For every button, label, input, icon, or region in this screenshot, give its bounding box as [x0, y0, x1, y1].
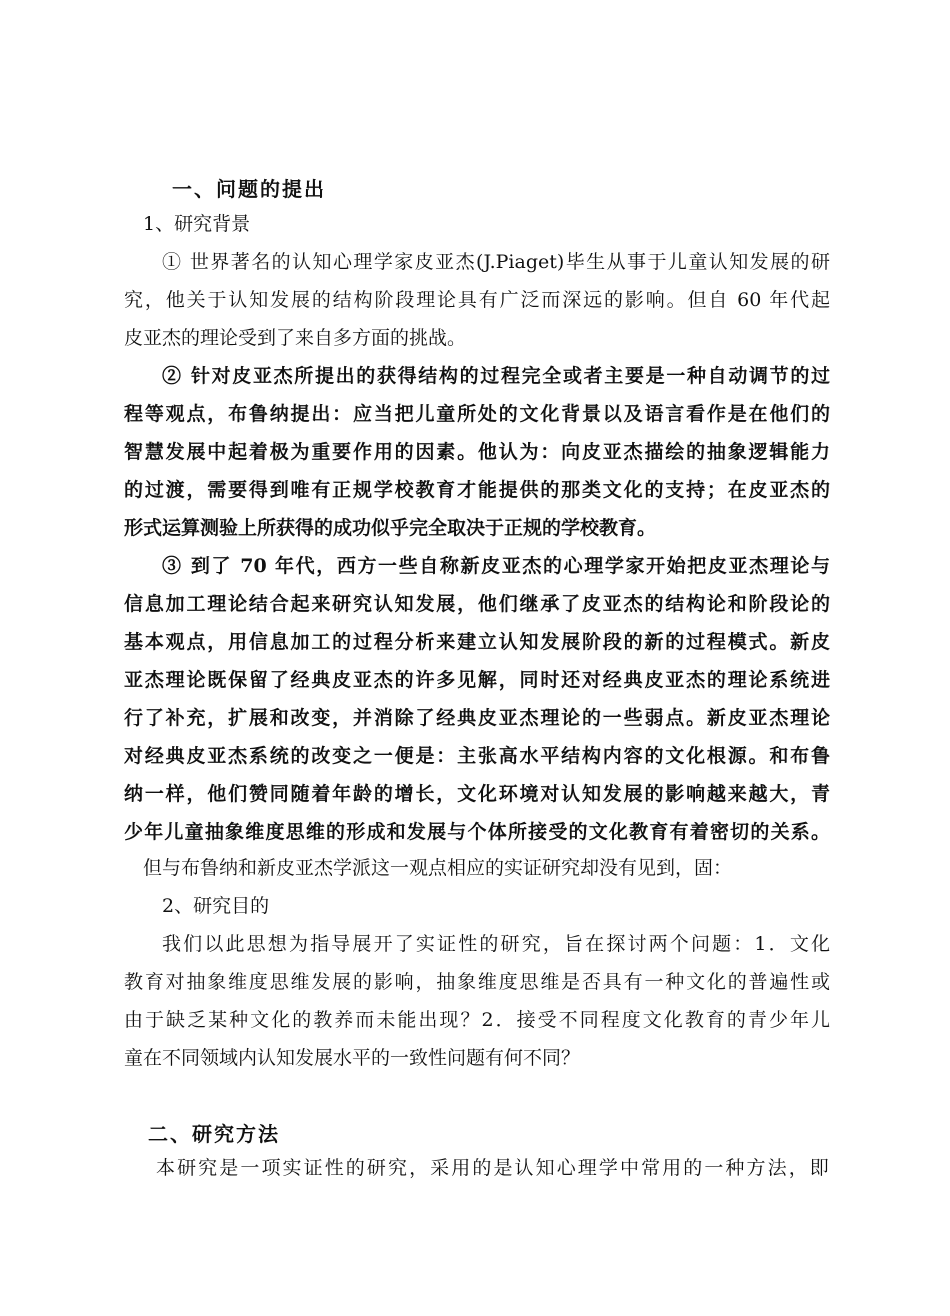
paragraph-1-line-3: 皮亚杰的理论受到了来自多方面的挑战。 [124, 327, 467, 349]
paragraph-3-line-2: 信息加工理论结合起来研究认知发展，他们继承了皮亚杰的结构论和阶段论的 [124, 593, 830, 615]
section-2-paragraph-1: 本研究是一项实证性的研究，采用的是认知心理学中常用的一种方法，即 [156, 1157, 830, 1179]
paragraph-3-line-5: 行了补充，扩展和改变，并消除了经典皮亚杰理论的一些弱点。新皮亚杰理论 [124, 707, 830, 729]
paragraph-3-line-7: 纳一样，他们赞同随着年龄的增长，文化环境对认知发展的影响越来越大，青 [124, 783, 830, 805]
subheading-research-background: 1、研究背景 [143, 213, 251, 235]
paragraph-4: 但与布鲁纳和新皮亚杰学派这一观点相应的实证研究却没有见到，固： [143, 857, 733, 879]
paragraph-5-line-3: 由于缺乏某种文化的教养而未能出现？2．接受不同程度文化教育的青少年儿 [124, 1009, 830, 1031]
paragraph-5-line-1: 我们以此思想为指导展开了实证性的研究，旨在探讨两个问题：1．文化 [162, 933, 830, 955]
subheading-research-purpose: 2、研究目的 [162, 895, 270, 917]
paragraph-5-line-4: 童在不同领域内认知发展水平的一致性问题有何不同？ [124, 1047, 581, 1069]
paragraph-1-line-2: 究，他关于认知发展的结构阶段理论具有广泛而深远的影响。但自 60 年代起 [124, 289, 830, 311]
paragraph-2-line-3: 智慧发展中起着极为重要作用的因素。他认为：向皮亚杰描绘的抽象逻辑能力 [124, 441, 830, 463]
paragraph-2-line-4: 的过渡，需要得到唯有正规学校教育才能提供的那类文化的支持；在皮亚杰的 [124, 479, 830, 501]
section-heading-1: 一、问题的提出 [172, 177, 326, 201]
paragraph-1-line-1: ① 世界著名的认知心理学家皮亚杰(J.Piaget)毕生从事于儿童认知发展的研 [162, 251, 830, 273]
paragraph-5-line-2: 教育对抽象维度思维发展的影响，抽象维度思维是否具有一种文化的普遍性或 [124, 971, 830, 993]
section-heading-2: 二、研究方法 [148, 1122, 280, 1146]
paragraph-3-line-3: 基本观点，用信息加工的过程分析来建立认知发展阶段的新的过程模式。新皮 [124, 631, 830, 653]
paragraph-2-line-5: 形式运算测验上所获得的成功似乎完全取决于正规的学校教育。 [124, 517, 657, 539]
paragraph-3-line-8: 少年儿童抽象维度思维的形成和发展与个体所接受的文化教育有着密切的关系。 [124, 821, 830, 843]
paragraph-2-line-2: 程等观点，布鲁纳提出：应当把儿童所处的文化背景以及语言看作是在他们的 [124, 403, 830, 425]
paragraph-3-line-4: 亚杰理论既保留了经典皮亚杰的许多见解，同时还对经典皮亚杰的理论系统进 [124, 669, 830, 691]
paragraph-3-line-1: ③ 到了 70 年代，西方一些自称新皮亚杰的心理学家开始把皮亚杰理论与 [162, 555, 830, 577]
paragraph-3-line-6: 对经典皮亚杰系统的改变之一便是：主张高水平结构内容的文化根源。和布鲁 [124, 745, 830, 767]
paragraph-2-line-1: ② 针对皮亚杰所提出的获得结构的过程完全或者主要是一种自动调节的过 [162, 365, 830, 387]
